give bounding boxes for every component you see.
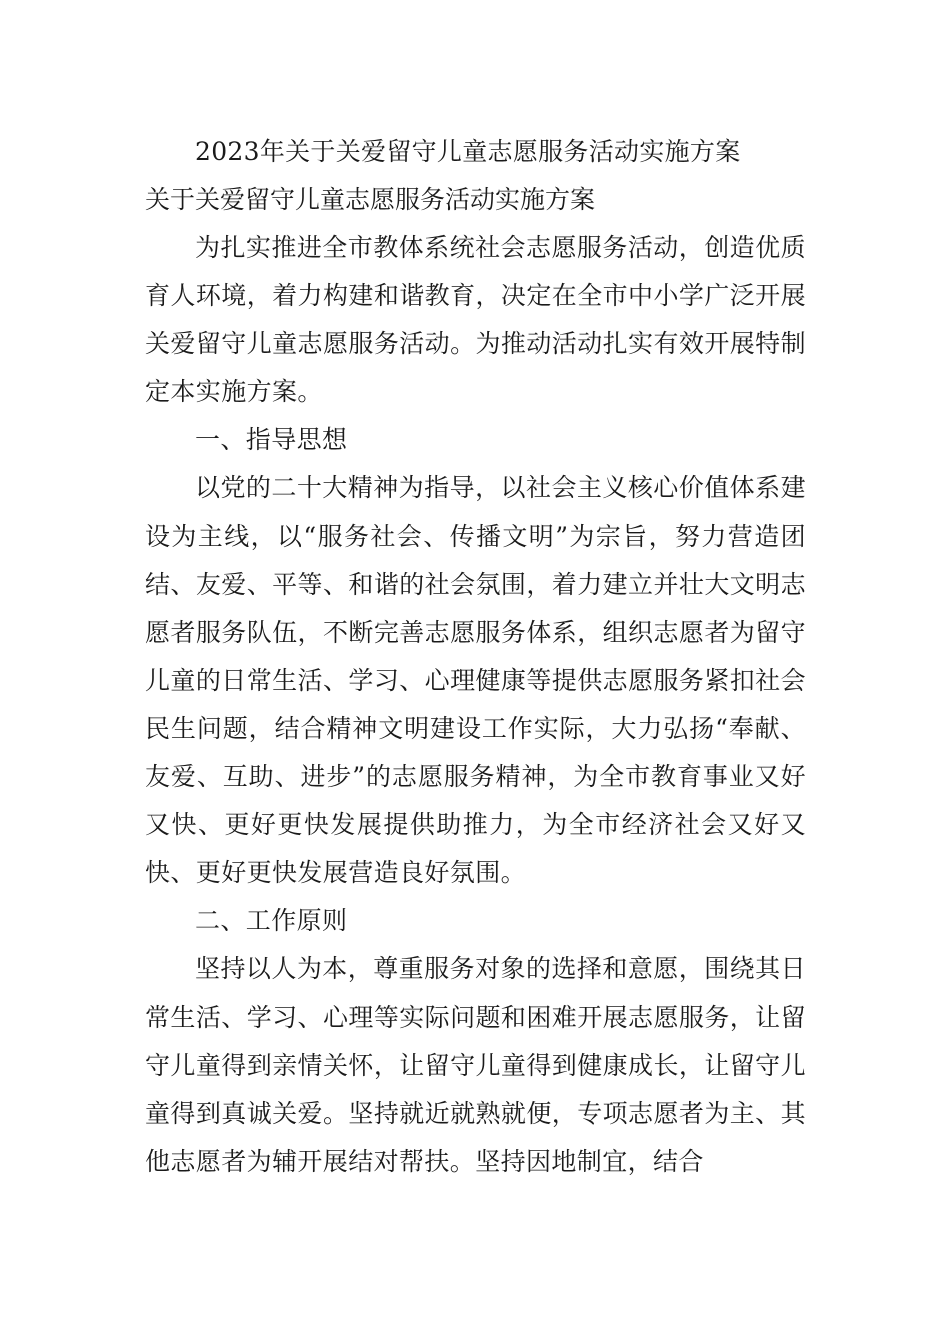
document-subtitle: 关于关爱留守儿童志愿服务活动实施方案: [145, 185, 596, 214]
section-heading-guiding-ideology: 一、指导思想: [195, 425, 348, 455]
guiding-ideology-paragraph: 以党的二十大精神为指导，以社会主义核心价值体系建设为主线，以“服务社会、传播文明”为宗旨，努力营造团结、友爱、平等、和谐的社会氛围，着力建立并壮大文明志愿者服务队伍，不断完善志愿服务体系，组织志愿者为留守儿童的日常生活、学习、心理健康等提供志愿服务紧扣社会民生问题，结合精神文明建设工作实际，大力弘扬“奉献、友爱、互助、进步”的志愿服务精神，为全市教育事业又好又快、更好更快发展提供助推力，为全市经济社会又好又快、更好更快发展营造良好氛围。: [145, 473, 806, 888]
work-principles-paragraph: 坚持以人为本，尊重服务对象的选择和意愿，围绕其日常生活、学习、心理等实际问题和困难开展志愿服务，让留守儿童得到亲情关怀，让留守儿童得到健康成长，让留守儿童得到真诚关爱。坚持就近就熟就便，专项志愿者为主、其他志愿者为辅开展结对帮扶。坚持因地制宜，结合: [145, 954, 806, 1176]
document-body: [145, 224, 806, 1186]
document-title: 2023年关于关爱留守儿童志愿服务活动实施方案: [195, 137, 741, 166]
section-heading-work-principles: 二、工作原则: [195, 906, 348, 936]
intro-paragraph: 为扎实推进全市教体系统社会志愿服务活动，创造优质育人环境，着力构建和谐教育，决定在全市中小学广泛开展关爱留守儿童志愿服务活动。为推动活动扎实有效开展特制定本实施方案。: [145, 233, 806, 407]
